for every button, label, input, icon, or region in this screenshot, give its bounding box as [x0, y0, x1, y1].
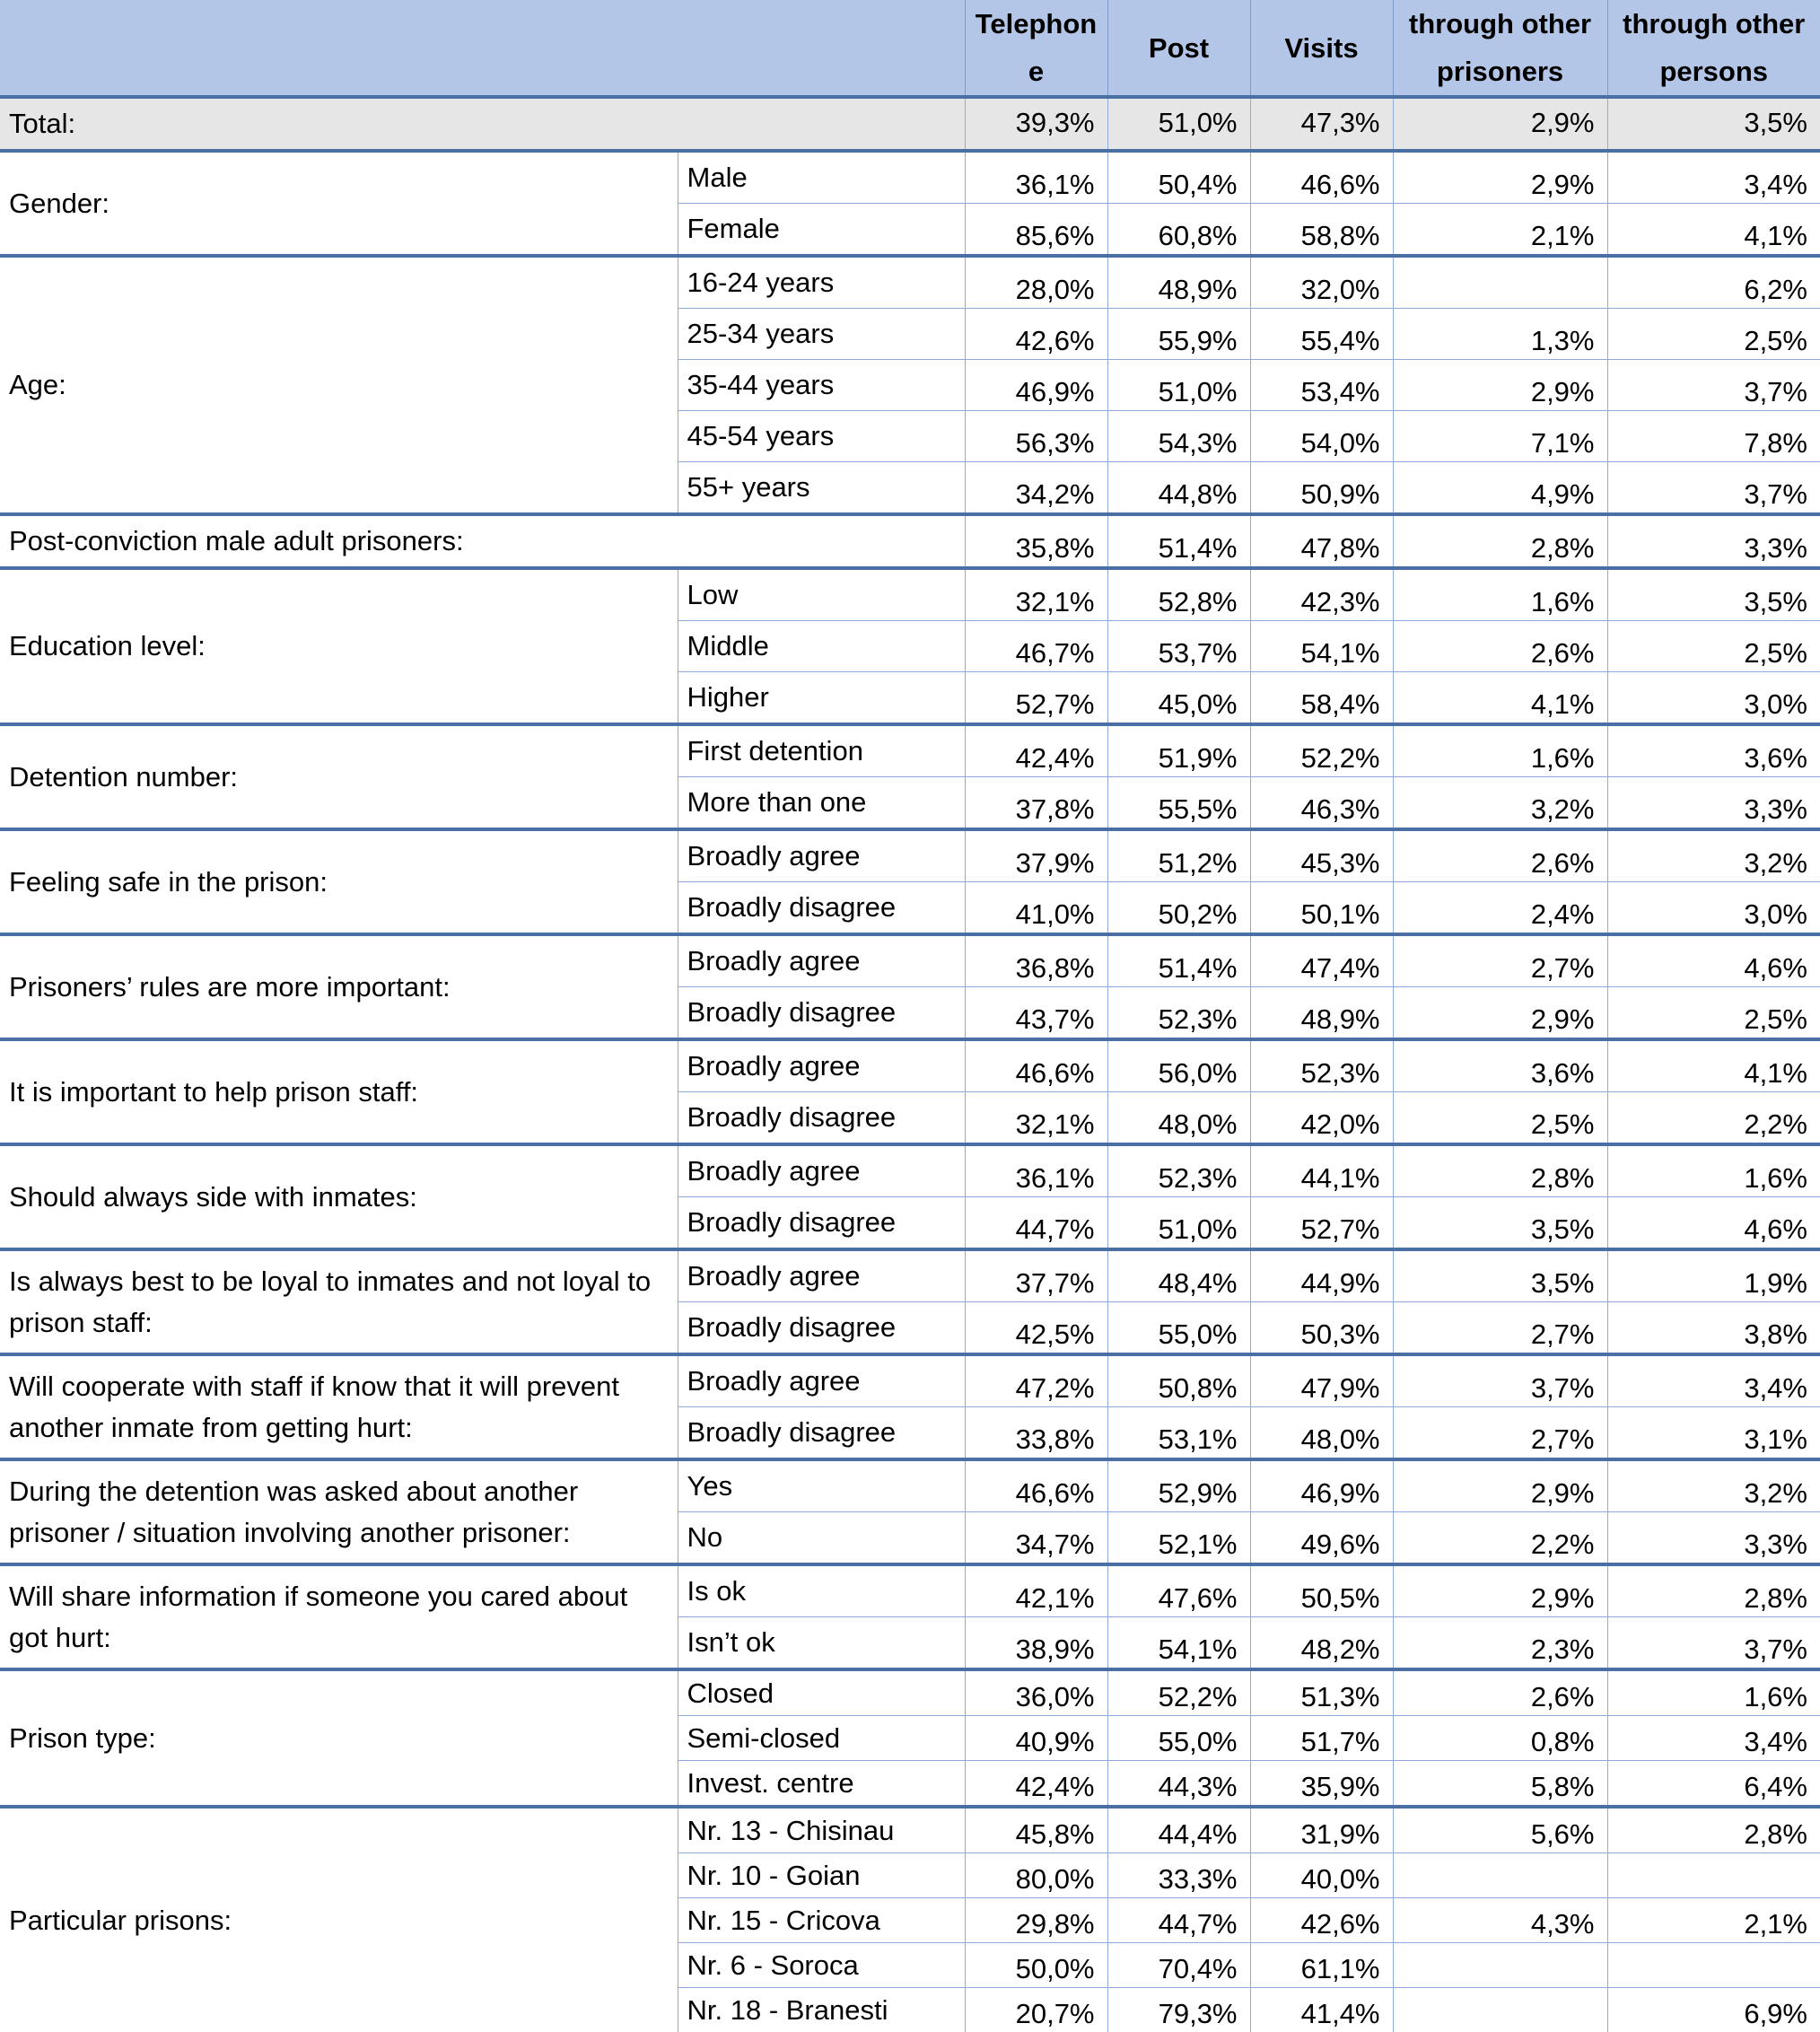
cell-telephone: 46,7%: [965, 621, 1107, 672]
cell-through-other-persons: 3,7%: [1607, 462, 1820, 515]
cell-through-other-prisoners: 2,7%: [1393, 1407, 1607, 1460]
cell-through-other-persons: 3,3%: [1607, 777, 1820, 830]
cell-post: 51,9%: [1107, 724, 1250, 777]
cell-visits: 49,6%: [1250, 1512, 1393, 1565]
group-label: Prisoners’ rules are more important:: [0, 934, 678, 1039]
cell-through-other-persons: 3,7%: [1607, 360, 1820, 411]
cell-post: 79,3%: [1107, 1988, 1250, 2032]
cell-post: 44,4%: [1107, 1807, 1250, 1853]
total-through-other-prisoners: 2,9%: [1393, 97, 1607, 151]
cell-post: 50,2%: [1107, 882, 1250, 935]
cell-post: 48,0%: [1107, 1092, 1250, 1145]
row-label: More than one: [678, 777, 965, 830]
row-label: Nr. 10 - Goian: [678, 1853, 965, 1898]
cell-through-other-prisoners: 2,2%: [1393, 1512, 1607, 1565]
cell-through-other-persons: 3,3%: [1607, 514, 1820, 568]
cell-through-other-prisoners: 2,9%: [1393, 360, 1607, 411]
row-label: Broadly disagree: [678, 1092, 965, 1145]
cell-telephone: 42,1%: [965, 1564, 1107, 1617]
row-label: Broadly disagree: [678, 1197, 965, 1250]
cell-through-other-prisoners: 0,8%: [1393, 1716, 1607, 1761]
cell-visits: 32,0%: [1250, 256, 1393, 309]
total-visits: 47,3%: [1250, 97, 1393, 151]
cell-telephone: 43,7%: [965, 987, 1107, 1040]
group-label: Will share information if someone you cared about got hurt:: [0, 1564, 678, 1669]
cell-post: 55,5%: [1107, 777, 1250, 830]
cell-through-other-persons: [1607, 1853, 1820, 1898]
cell-visits: 48,2%: [1250, 1617, 1393, 1670]
cell-telephone: 42,5%: [965, 1302, 1107, 1355]
cell-through-other-persons: 3,4%: [1607, 1716, 1820, 1761]
cell-visits: 46,9%: [1250, 1459, 1393, 1512]
cell-post: 51,4%: [1107, 934, 1250, 987]
cell-post: 53,1%: [1107, 1407, 1250, 1460]
cell-telephone: 47,2%: [965, 1354, 1107, 1407]
cell-visits: 45,3%: [1250, 829, 1393, 882]
table-row: [0, 1039, 1820, 1092]
cell-through-other-prisoners: 2,9%: [1393, 151, 1607, 204]
cell-telephone: 35,8%: [965, 514, 1107, 568]
cell-through-other-persons: 2,8%: [1607, 1807, 1820, 1853]
cell-post: 52,3%: [1107, 1144, 1250, 1197]
cell-through-other-prisoners: 2,8%: [1393, 514, 1607, 568]
cell-through-other-prisoners: 2,5%: [1393, 1092, 1607, 1145]
header-blank-cell: [0, 0, 965, 97]
cell-telephone: 44,7%: [965, 1197, 1107, 1250]
row-label: Nr. 13 - Chisinau: [678, 1807, 965, 1853]
group-label: Education level:: [0, 568, 678, 724]
cell-visits: 47,8%: [1250, 514, 1393, 568]
cell-through-other-persons: 3,3%: [1607, 1512, 1820, 1565]
cell-through-other-persons: 2,8%: [1607, 1564, 1820, 1617]
cell-through-other-persons: 2,5%: [1607, 621, 1820, 672]
cell-visits: 31,9%: [1250, 1807, 1393, 1853]
row-label: Isn’t ok: [678, 1617, 965, 1670]
cell-through-other-persons: 3,4%: [1607, 1354, 1820, 1407]
cell-post: 54,3%: [1107, 411, 1250, 462]
cell-telephone: 85,6%: [965, 204, 1107, 257]
cell-telephone: 50,0%: [965, 1943, 1107, 1988]
cell-visits: 61,1%: [1250, 1943, 1393, 1988]
cell-visits: 42,0%: [1250, 1092, 1393, 1145]
cell-visits: 47,9%: [1250, 1354, 1393, 1407]
table-row: [0, 151, 1820, 204]
cell-through-other-prisoners: 3,5%: [1393, 1197, 1607, 1250]
cell-telephone: 37,9%: [965, 829, 1107, 882]
group-label: It is important to help prison staff:: [0, 1039, 678, 1144]
table-row: [0, 1354, 1820, 1407]
cell-post: 33,3%: [1107, 1853, 1250, 1898]
cell-visits: 48,9%: [1250, 987, 1393, 1040]
cell-post: 52,1%: [1107, 1512, 1250, 1565]
total-telephone: 39,3%: [965, 97, 1107, 151]
cell-visits: 46,3%: [1250, 777, 1393, 830]
group-label: During the detention was asked about another prisoner / situation involving another prisoner:: [0, 1459, 678, 1564]
cell-visits: 58,8%: [1250, 204, 1393, 257]
cell-through-other-persons: 3,4%: [1607, 151, 1820, 204]
cell-telephone: 36,0%: [965, 1669, 1107, 1716]
header-row: [0, 0, 1820, 97]
cell-post: 44,7%: [1107, 1898, 1250, 1943]
row-label: 45-54 years: [678, 411, 965, 462]
cell-through-other-persons: 4,1%: [1607, 204, 1820, 257]
cell-visits: 40,0%: [1250, 1853, 1393, 1898]
cell-post: 48,9%: [1107, 256, 1250, 309]
cell-through-other-prisoners: 2,1%: [1393, 204, 1607, 257]
header-through-other-persons: through other persons: [1607, 0, 1820, 97]
group-label: Feeling safe in the prison:: [0, 829, 678, 934]
row-label: Broadly disagree: [678, 1302, 965, 1355]
cell-telephone: 32,1%: [965, 1092, 1107, 1145]
cell-visits: 55,4%: [1250, 309, 1393, 360]
table-row: [0, 568, 1820, 621]
total-through-other-persons: 3,5%: [1607, 97, 1820, 151]
cell-telephone: 56,3%: [965, 411, 1107, 462]
row-label: Broadly agree: [678, 1354, 965, 1407]
row-label: Broadly agree: [678, 1249, 965, 1302]
cell-post: 55,0%: [1107, 1716, 1250, 1761]
cell-through-other-prisoners: 1,6%: [1393, 568, 1607, 621]
cell-through-other-prisoners: [1393, 1853, 1607, 1898]
total-label: Total:: [0, 97, 965, 151]
cell-telephone: 36,1%: [965, 151, 1107, 204]
row-label: Low: [678, 568, 965, 621]
cell-through-other-prisoners: 2,9%: [1393, 987, 1607, 1040]
group-label: Prison type:: [0, 1669, 678, 1807]
cell-visits: 44,9%: [1250, 1249, 1393, 1302]
row-label: 35-44 years: [678, 360, 965, 411]
cell-through-other-persons: 2,1%: [1607, 1898, 1820, 1943]
cell-telephone: 40,9%: [965, 1716, 1107, 1761]
cell-telephone: 42,6%: [965, 309, 1107, 360]
header-telephone: Telephon e: [965, 0, 1107, 97]
cell-post: 45,0%: [1107, 672, 1250, 725]
cell-telephone: 38,9%: [965, 1617, 1107, 1670]
cell-visits: 41,4%: [1250, 1988, 1393, 2032]
cell-visits: 44,1%: [1250, 1144, 1393, 1197]
total-post: 51,0%: [1107, 97, 1250, 151]
cell-through-other-persons: 3,0%: [1607, 672, 1820, 725]
cell-telephone: 36,8%: [965, 934, 1107, 987]
cell-through-other-prisoners: 5,8%: [1393, 1761, 1607, 1808]
row-label: No: [678, 1512, 965, 1565]
cell-through-other-persons: 3,1%: [1607, 1407, 1820, 1460]
cell-telephone: 36,1%: [965, 1144, 1107, 1197]
table-row: [0, 934, 1820, 987]
cell-telephone: 29,8%: [965, 1898, 1107, 1943]
cell-post: 51,0%: [1107, 1197, 1250, 1250]
cell-through-other-persons: 4,6%: [1607, 934, 1820, 987]
cell-post: 44,3%: [1107, 1761, 1250, 1808]
row-label: Invest. centre: [678, 1761, 965, 1808]
cell-visits: 58,4%: [1250, 672, 1393, 725]
cell-through-other-prisoners: 2,4%: [1393, 882, 1607, 935]
header-post: Post: [1107, 0, 1250, 97]
table-row: [0, 1249, 1820, 1302]
cell-post: 60,8%: [1107, 204, 1250, 257]
cell-through-other-persons: 3,6%: [1607, 724, 1820, 777]
cell-through-other-persons: 2,5%: [1607, 309, 1820, 360]
total-row: [0, 97, 1820, 151]
table-row: [0, 724, 1820, 777]
cell-through-other-prisoners: 2,6%: [1393, 621, 1607, 672]
row-label: First detention: [678, 724, 965, 777]
cell-visits: 35,9%: [1250, 1761, 1393, 1808]
cell-visits: 42,6%: [1250, 1898, 1393, 1943]
cell-through-other-persons: 1,6%: [1607, 1669, 1820, 1716]
group-label: Gender:: [0, 151, 678, 256]
cell-through-other-prisoners: 2,7%: [1393, 1302, 1607, 1355]
cell-telephone: 20,7%: [965, 1988, 1107, 2032]
cell-post: 51,4%: [1107, 514, 1250, 568]
cell-telephone: 41,0%: [965, 882, 1107, 935]
cell-post: 48,4%: [1107, 1249, 1250, 1302]
cell-post: 47,6%: [1107, 1564, 1250, 1617]
cell-through-other-persons: 7,8%: [1607, 411, 1820, 462]
cell-post: 44,8%: [1107, 462, 1250, 515]
row-label: Male: [678, 151, 965, 204]
cell-through-other-persons: 4,1%: [1607, 1039, 1820, 1092]
cell-visits: 54,1%: [1250, 621, 1393, 672]
cell-through-other-persons: 6,9%: [1607, 1988, 1820, 2032]
cell-telephone: 42,4%: [965, 1761, 1107, 1808]
table-row: [0, 1144, 1820, 1197]
cell-telephone: 33,8%: [965, 1407, 1107, 1460]
table-row: [0, 1669, 1820, 1716]
cell-post: 55,9%: [1107, 309, 1250, 360]
cell-through-other-prisoners: 4,1%: [1393, 672, 1607, 725]
cell-telephone: 37,8%: [965, 777, 1107, 830]
cell-through-other-prisoners: 5,6%: [1393, 1807, 1607, 1853]
table-row: [0, 829, 1820, 882]
cell-through-other-prisoners: 2,3%: [1393, 1617, 1607, 1670]
cell-through-other-persons: 3,2%: [1607, 829, 1820, 882]
cell-visits: 52,2%: [1250, 724, 1393, 777]
cell-telephone: 42,4%: [965, 724, 1107, 777]
cell-through-other-prisoners: 2,9%: [1393, 1459, 1607, 1512]
group-label: Detention number:: [0, 724, 678, 829]
group-label: Is always best to be loyal to inmates and not loyal to prison staff:: [0, 1249, 678, 1354]
row-label: Semi-closed: [678, 1716, 965, 1761]
cell-telephone: 52,7%: [965, 672, 1107, 725]
cell-telephone: 46,9%: [965, 360, 1107, 411]
cell-visits: 54,0%: [1250, 411, 1393, 462]
cell-through-other-prisoners: 7,1%: [1393, 411, 1607, 462]
row-label: Broadly agree: [678, 829, 965, 882]
cell-through-other-prisoners: 2,6%: [1393, 829, 1607, 882]
cell-telephone: 80,0%: [965, 1853, 1107, 1898]
row-label: Broadly agree: [678, 934, 965, 987]
cell-through-other-prisoners: 1,3%: [1393, 309, 1607, 360]
cell-through-other-persons: 3,7%: [1607, 1617, 1820, 1670]
cell-through-other-prisoners: [1393, 1943, 1607, 1988]
cell-post: 55,0%: [1107, 1302, 1250, 1355]
row-label: Broadly disagree: [678, 882, 965, 935]
row-label: Yes: [678, 1459, 965, 1512]
row-label: Female: [678, 204, 965, 257]
cell-through-other-prisoners: 4,9%: [1393, 462, 1607, 515]
cell-post: 52,3%: [1107, 987, 1250, 1040]
cell-post: 70,4%: [1107, 1943, 1250, 1988]
cell-telephone: 46,6%: [965, 1039, 1107, 1092]
cell-visits: 50,1%: [1250, 882, 1393, 935]
cell-through-other-persons: 4,6%: [1607, 1197, 1820, 1250]
table-row: [0, 514, 1820, 568]
cell-through-other-prisoners: 1,6%: [1393, 724, 1607, 777]
cell-post: 54,1%: [1107, 1617, 1250, 1670]
table-row: [0, 1564, 1820, 1617]
group-label: Should always side with inmates:: [0, 1144, 678, 1249]
cell-visits: 53,4%: [1250, 360, 1393, 411]
cell-through-other-persons: 6,4%: [1607, 1761, 1820, 1808]
cell-through-other-prisoners: [1393, 256, 1607, 309]
cell-through-other-prisoners: 2,8%: [1393, 1144, 1607, 1197]
group-label: Age:: [0, 256, 678, 514]
header-through-other-prisoners: through other prisoners: [1393, 0, 1607, 97]
cell-through-other-prisoners: 2,6%: [1393, 1669, 1607, 1716]
cell-visits: 52,3%: [1250, 1039, 1393, 1092]
cell-through-other-prisoners: [1393, 1988, 1607, 2032]
cell-telephone: 28,0%: [965, 256, 1107, 309]
cell-through-other-prisoners: 3,5%: [1393, 1249, 1607, 1302]
header-visits: Visits: [1250, 0, 1393, 97]
cell-post: 51,0%: [1107, 360, 1250, 411]
cell-post: 52,9%: [1107, 1459, 1250, 1512]
row-label: Broadly agree: [678, 1144, 965, 1197]
table-row: [0, 256, 1820, 309]
row-label: Broadly disagree: [678, 1407, 965, 1460]
cell-through-other-prisoners: 3,7%: [1393, 1354, 1607, 1407]
row-label: Closed: [678, 1669, 965, 1716]
cell-visits: 48,0%: [1250, 1407, 1393, 1460]
cell-post: 50,4%: [1107, 151, 1250, 204]
group-label: Particular prisons:: [0, 1807, 678, 2032]
cell-through-other-persons: 2,2%: [1607, 1092, 1820, 1145]
cell-through-other-persons: 2,5%: [1607, 987, 1820, 1040]
cell-visits: 51,7%: [1250, 1716, 1393, 1761]
table-row: [0, 1807, 1820, 1853]
cell-telephone: 34,2%: [965, 462, 1107, 515]
cell-post: 50,8%: [1107, 1354, 1250, 1407]
cell-telephone: 46,6%: [965, 1459, 1107, 1512]
cell-through-other-persons: [1607, 1943, 1820, 1988]
row-label: Broadly disagree: [678, 987, 965, 1040]
cell-visits: 50,9%: [1250, 462, 1393, 515]
cell-telephone: 34,7%: [965, 1512, 1107, 1565]
row-label: Is ok: [678, 1564, 965, 1617]
cell-telephone: 32,1%: [965, 568, 1107, 621]
cell-post: 52,2%: [1107, 1669, 1250, 1716]
cell-through-other-persons: 6,2%: [1607, 256, 1820, 309]
cell-visits: 46,6%: [1250, 151, 1393, 204]
cell-post: 52,8%: [1107, 568, 1250, 621]
row-label: Nr. 18 - Branesti: [678, 1988, 965, 2032]
cell-visits: 47,4%: [1250, 934, 1393, 987]
cell-through-other-persons: 3,0%: [1607, 882, 1820, 935]
cell-post: 51,2%: [1107, 829, 1250, 882]
row-label: Nr. 6 - Soroca: [678, 1943, 965, 1988]
cell-through-other-prisoners: 2,7%: [1393, 934, 1607, 987]
row-label: Higher: [678, 672, 965, 725]
row-label: Nr. 15 - Cricova: [678, 1898, 965, 1943]
cell-visits: 50,3%: [1250, 1302, 1393, 1355]
cell-through-other-persons: 3,5%: [1607, 568, 1820, 621]
cell-telephone: 45,8%: [965, 1807, 1107, 1853]
cell-through-other-persons: 3,2%: [1607, 1459, 1820, 1512]
cell-through-other-prisoners: 3,6%: [1393, 1039, 1607, 1092]
table-row: [0, 1459, 1820, 1512]
row-label: 16-24 years: [678, 256, 965, 309]
cell-through-other-persons: 1,9%: [1607, 1249, 1820, 1302]
row-label: 55+ years: [678, 462, 965, 515]
cell-through-other-prisoners: 3,2%: [1393, 777, 1607, 830]
row-label: Broadly agree: [678, 1039, 965, 1092]
row-label: Middle: [678, 621, 965, 672]
row-label: 25-34 years: [678, 309, 965, 360]
cell-visits: 51,3%: [1250, 1669, 1393, 1716]
cell-through-other-prisoners: 2,9%: [1393, 1564, 1607, 1617]
group-label: Post-conviction male adult prisoners:: [0, 514, 965, 568]
cell-visits: 50,5%: [1250, 1564, 1393, 1617]
cell-through-other-prisoners: 4,3%: [1393, 1898, 1607, 1943]
cell-through-other-persons: 3,8%: [1607, 1302, 1820, 1355]
cell-through-other-persons: 1,6%: [1607, 1144, 1820, 1197]
cell-visits: 52,7%: [1250, 1197, 1393, 1250]
cell-visits: 42,3%: [1250, 568, 1393, 621]
group-label: Will cooperate with staff if know that it will prevent another inmate from getting hurt:: [0, 1354, 678, 1459]
cell-telephone: 37,7%: [965, 1249, 1107, 1302]
cell-post: 53,7%: [1107, 621, 1250, 672]
cell-post: 56,0%: [1107, 1039, 1250, 1092]
